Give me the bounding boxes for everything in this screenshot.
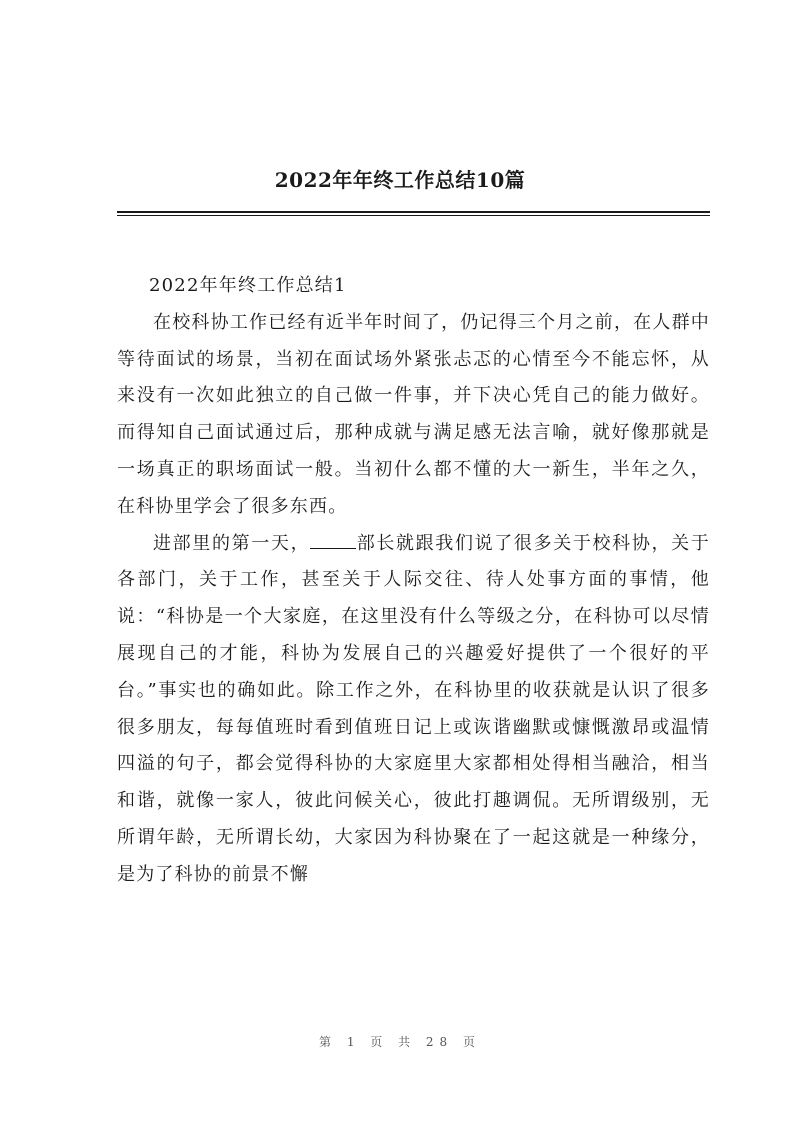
section-heading: 2022年年终工作总结1 bbox=[149, 275, 347, 296]
title-divider bbox=[117, 211, 710, 213]
fill-in-blank bbox=[310, 530, 356, 549]
paragraph-text: 进部里的第一天， bbox=[153, 532, 311, 554]
title-divider-thin bbox=[117, 215, 710, 216]
paragraph-text: 部长就跟我们说了很多关于校科协，关于各部门，关于工作，甚至关于人际交往、待人处事方面的事情，他说：“科协是一个大家庭，在这里没有什么等级之分，在科协可以尽情展现自己的才能，科协为发展自己的兴趣爱好提供了一个很好的平台。”事实也的确如此。除工作之外，在科协里的收获就是认识了很多很多朋友，每每值班时看到值班日记上或诙谐幽默或慷慨激昂或温情四溢的句子，都会觉得科协的大家庭里大家都相处得相当融洽，相当和谐，就像一家人，彼此问候关心，彼此打趣调侃。无所谓级别，无所谓年龄，无所谓长幼，大家因为科协聚在了一起这就是一种缘分，是为了科协的前景不懈 bbox=[117, 532, 710, 885]
paragraph: 在校科协工作已经有近半年时间了，仍记得三个月之前，在人群中等待面试的场景，当初在面试场外紧张忐忑的心情至今不能忘怀，从来没有一次如此独立的自己做一件事，并下决心凭自己的能力做好。而得知自己面试通过后，那种成就与满足感无法言喻，就好像那就是一场真正的职场面试一般。当初什么都不懂的大一新生，半年之久，在科协里学会了很多东西。 bbox=[117, 311, 710, 517]
paragraph bbox=[117, 526, 710, 894]
page-number-footer: 第 1 页 共 28 页 bbox=[319, 1035, 481, 1049]
document-title: 2022年年终工作总结10篇 bbox=[274, 168, 526, 192]
document-body bbox=[117, 268, 710, 894]
